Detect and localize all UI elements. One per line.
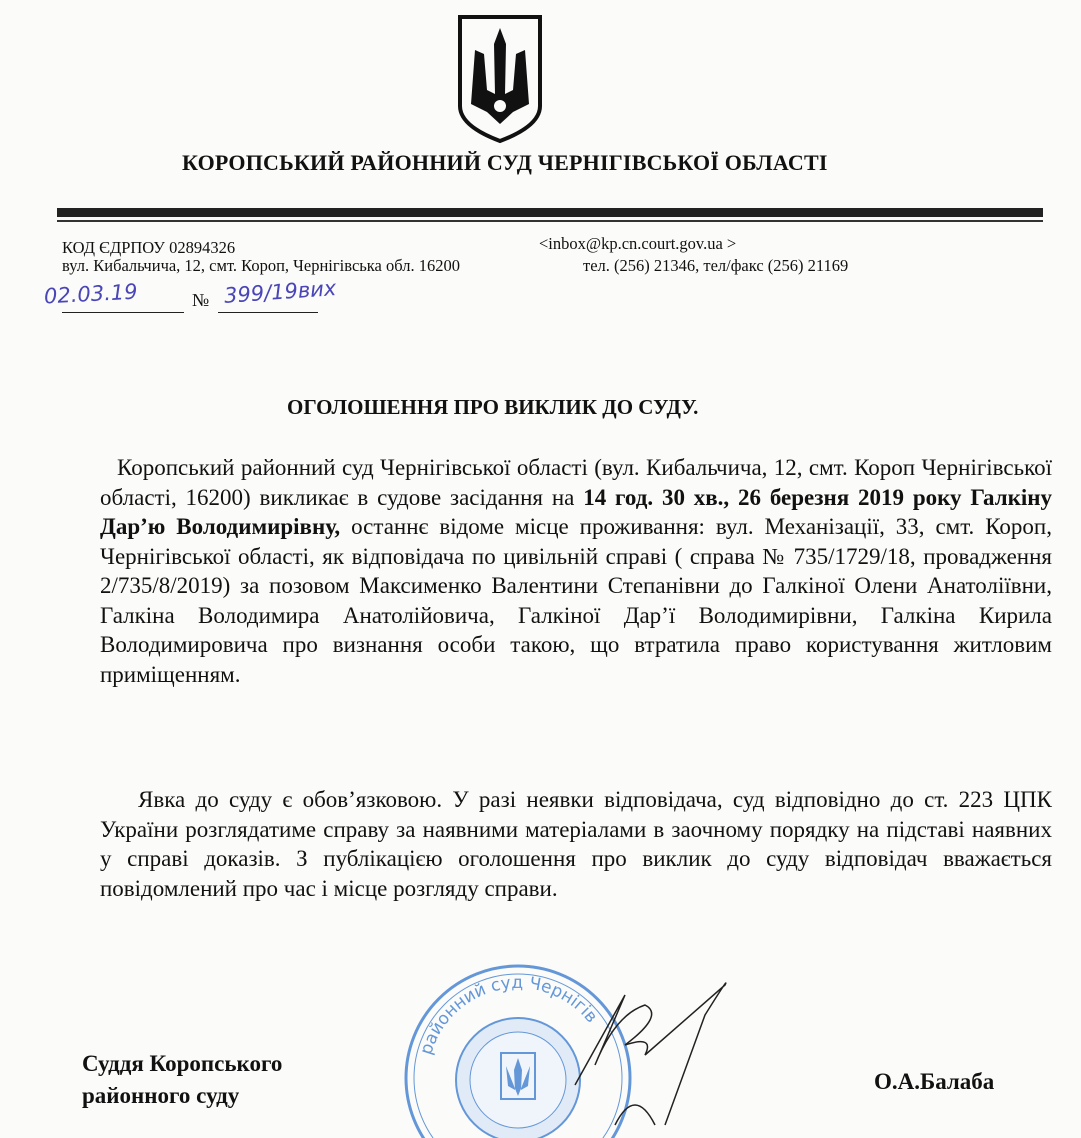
judge-name: О.А.Балаба (874, 1069, 995, 1094)
summons-paragraph (100, 453, 1052, 689)
paragraph-text: останнє відоме місце проживання: вул. Механізації, 33, смт. Короп, Чернігівської області, як відповідача по цивільній справі ( справа № 735/1729/18, провадження 2/735/8/2019) за позовом Максименко Валентини Степанівни до Галкіної Олени Анатоліївни, Галкіна Володимира Анатолійовича, Галкіної Дар’ї Володимирівни, Галкіна Кирила Володимировича про визнання особи такою, що втратила право користування житловим приміщенням. (100, 514, 1052, 687)
ukraine-coat-of-arms-emblem (457, 14, 543, 144)
hearing-date-and-defendant: 14 год. 30 хв., 26 березня 2019 року Галкіну Дар’ю Володимирівну, (100, 484, 1052, 539)
court-email: <inbox@kp.cn.court.gov.ua > (539, 234, 737, 253)
svg-text:районний суд Чернігів: районний суд Чернігів (416, 972, 602, 1058)
judge-signature (555, 975, 735, 1131)
court-phones: тел. (256) 21346, тел/факс (256) 21169 (583, 256, 849, 275)
handwritten-date: 02.03.19 (43, 279, 139, 309)
handwritten-outgoing-number: 399/19вих (223, 276, 338, 308)
header-divider-thick (57, 208, 1043, 217)
judge-title-line: Суддя Коропського (82, 1051, 283, 1076)
court-name-heading: КОРОПСЬКИЙ РАЙОННИЙ СУД ЧЕРНІГІВСЬКОЇ ОБЛАСТІ (182, 150, 828, 175)
document-title: ОГОЛОШЕННЯ ПРО ВИКЛИК ДО СУДУ. (287, 395, 699, 419)
paragraph-text: Коропський районний суд Чернігівської області (вул. Кибальчича, 12, смт. Короп Чернігівської області, 16200) викликає в судове засідання на (100, 455, 1052, 510)
court-address: вул. Кибальчича, 12, смт. Короп, Чернігівська обл. 16200 (62, 256, 460, 275)
header-divider-thin (57, 220, 1043, 222)
attendance-paragraph: Явка до суду є обов’язковою. У разі неявки відповідача, суд відповідно до ст. 223 ЦПК України розглядатиме справу за наявними матеріалами в заочному порядку на підставі наявних у справі доказів. З публікацією оголошення про виклик до суду відповідач вважається повідомлений про час і місце розгляду справи. (100, 787, 1052, 901)
judge-title-line: районного суду (82, 1083, 240, 1108)
edrpou-code: КОД ЄДРПОУ 02894326 (62, 238, 236, 257)
number-sign: № (192, 290, 210, 310)
judge-title (82, 1048, 282, 1112)
